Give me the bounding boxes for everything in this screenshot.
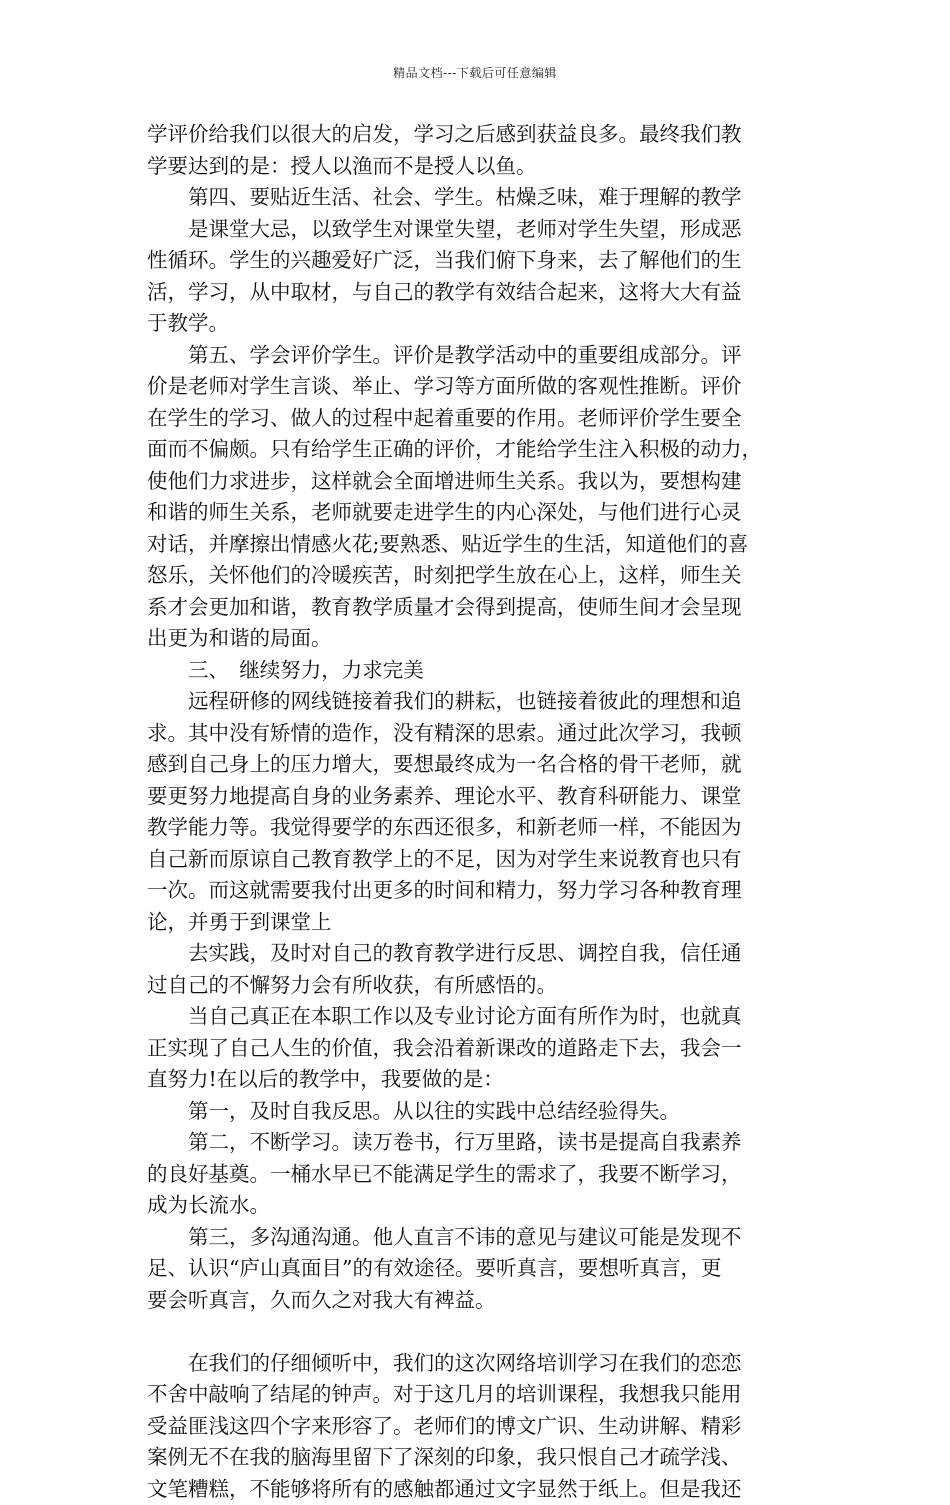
text-line: 第一，及时自我反思。从以往的实践中总结经验得失。 [147, 1096, 812, 1128]
text-line: 过自己的不懈努力会有所收获，有所感悟的。 [147, 970, 812, 1002]
text-line: 在我们的仔细倾听中，我们的这次网络培训学习在我们的恋恋 [147, 1348, 812, 1380]
text-line: 正实现了自己人生的价值，我会沿着新课改的道路走下去，我会一 [147, 1033, 812, 1065]
text-line: 使他们力求进步，这样就会全面增进师生关系。我以为，要想构建 [147, 466, 812, 498]
text-line: 当自己真正在本职工作以及专业讨论方面有所作为时，也就真 [147, 1001, 812, 1033]
document-body [147, 119, 812, 1505]
text-line: 第五、学会评价学生。评价是教学活动中的重要组成部分。评 [147, 340, 812, 372]
text-line: 教学能力等。我觉得要学的东西还很多，和新老师一样，不能因为 [147, 812, 812, 844]
text-line: 第三，多沟通沟通。他人直言不讳的意见与建议可能是发现不 [147, 1222, 812, 1254]
text-line: 对话，并摩擦出情感火花;要熟悉、贴近学生的生活，知道他们的喜 [147, 529, 812, 561]
blank-line [147, 1316, 812, 1348]
text-line: 三、 继续努力，力求完美 [147, 655, 812, 687]
text-line: 受益匪浅这四个字来形容了。老师们的博文广识、生动讲解、精彩 [147, 1411, 812, 1443]
text-line: 价是老师对学生言谈、举止、学习等方面所做的客观性推断。评价 [147, 371, 812, 403]
text-line: 一次。而这就需要我付出更多的时间和精力，努力学习各种教育理 [147, 875, 812, 907]
text-line: 第四、要贴近生活、社会、学生。枯燥乏味，难于理解的教学 [147, 182, 812, 214]
text-line: 不舍中敲响了结尾的钟声。对于这几月的培训课程，我想我只能用 [147, 1379, 812, 1411]
text-line: 系才会更加和谐，教育教学质量才会得到提高，使师生间才会呈现 [147, 592, 812, 624]
text-line: 是课堂大忌，以致学生对课堂失望，老师对学生失望，形成恶 [147, 214, 812, 246]
text-line: 于教学。 [147, 308, 812, 340]
text-line: 出更为和谐的局面。 [147, 623, 812, 655]
text-line: 感到自己身上的压力增大，要想最终成为一名合格的骨干老师，就 [147, 749, 812, 781]
text-line: 案例无不在我的脑海里留下了深刻的印象，我只恨自己才疏学浅、 [147, 1442, 812, 1474]
text-line: 论，并勇于到课堂上 [147, 907, 812, 939]
text-line: 和谐的师生关系，老师就要走进学生的内心深处，与他们进行心灵 [147, 497, 812, 529]
text-line: 求。其中没有矫情的造作，没有精深的思索。通过此次学习，我顿 [147, 718, 812, 750]
text-line: 怒乐，关怀他们的冷暖疾苦，时刻把学生放在心上，这样，师生关 [147, 560, 812, 592]
text-line: 学要达到的是：授人以渔而不是授人以鱼。 [147, 151, 812, 183]
text-line: 第二，不断学习。读万卷书，行万里路，读书是提高自我素养 [147, 1127, 812, 1159]
text-line: 自己新而原谅自己教育教学上的不足，因为对学生来说教育也只有 [147, 844, 812, 876]
text-line: 去实践，及时对自己的教育教学进行反思、调控自我，信任通 [147, 938, 812, 970]
text-line: 远程研修的网线链接着我们的耕耘，也链接着彼此的理想和追 [147, 686, 812, 718]
text-line: 的良好基奠。一桶水早已不能满足学生的需求了，我要不断学习， [147, 1159, 812, 1191]
text-line: 学评价给我们以很大的启发，学习之后感到获益良多。最终我们教 [147, 119, 812, 151]
text-line: 在学生的学习、做人的过程中起着重要的作用。老师评价学生要全 [147, 403, 812, 435]
page-header: 精品文档---下载后可任意编辑 [0, 64, 950, 81]
text-line: 足、认识“庐山真面目”的有效途径。要听真言，要想听真言，更 [147, 1253, 812, 1285]
text-line: 直努力!在以后的教学中，我要做的是： [147, 1064, 812, 1096]
text-line: 面而不偏颇。只有给学生正确的评价，才能给学生注入积极的动力， [147, 434, 812, 466]
text-line: 成为长流水。 [147, 1190, 812, 1222]
text-line: 文笔糟糕，不能够将所有的感触都通过文字显然于纸上。但是我还 [147, 1474, 812, 1505]
text-line: 要更努力地提高自身的业务素养、理论水平、教育科研能力、课堂 [147, 781, 812, 813]
text-line: 性循环。学生的兴趣爱好广泛，当我们俯下身来，去了解他们的生 [147, 245, 812, 277]
text-line: 要会听真言，久而久之对我大有裨益。 [147, 1285, 812, 1317]
text-line: 活，学习，从中取材，与自己的教学有效结合起来，这将大大有益 [147, 277, 812, 309]
